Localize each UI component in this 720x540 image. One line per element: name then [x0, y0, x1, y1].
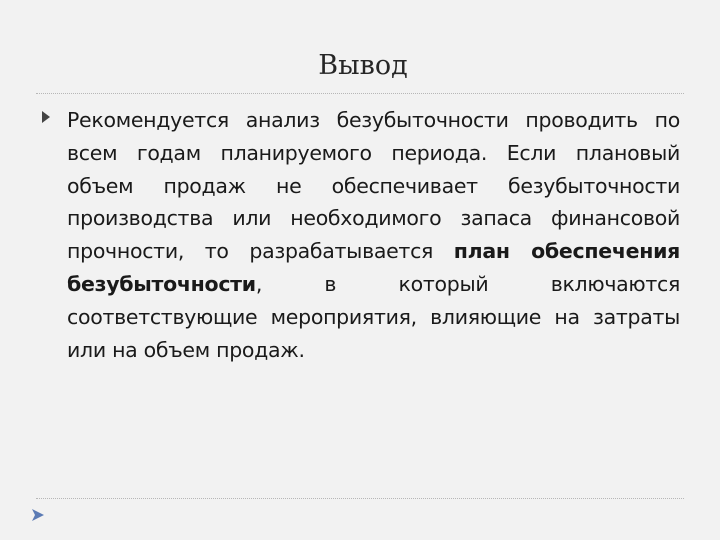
- bullet-text-before: Рекомендуется анализ безубыточности проводить по всем годам планируемого периода. Если плановый объем продаж не обеспечивает безубыточности производства или необходимого запаса финансовой прочности, то разрабатывается: [67, 108, 680, 264]
- bullet-text-after: , в который включаются соответствующие мероприятия, влияющие на затраты или на объем продаж.: [67, 271, 680, 362]
- bullet-paragraph: [67, 104, 680, 366]
- triangle-right-icon: [42, 111, 50, 123]
- bullet-bold-text: план обеспечения безубыточности: [67, 239, 680, 296]
- title-divider: [36, 93, 684, 94]
- footer-divider: [36, 498, 684, 499]
- nav-arrow-icon[interactable]: [30, 507, 46, 523]
- slide-title: Вывод: [318, 50, 408, 81]
